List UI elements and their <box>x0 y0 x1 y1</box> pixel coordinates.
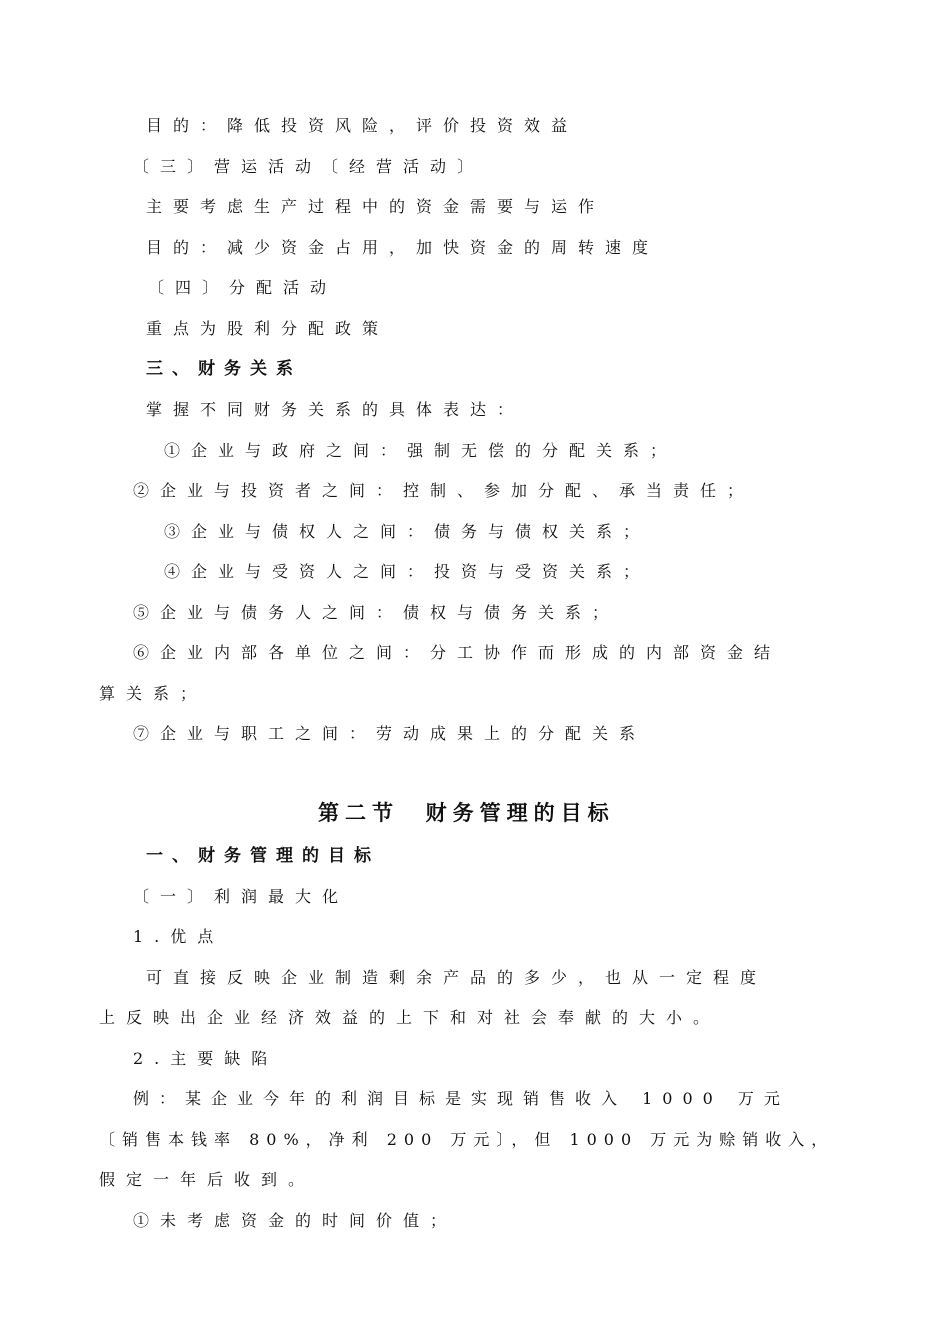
paragraph-line: 上反映出企业经济效益的上下和对社会奉献的大小。 <box>99 1008 721 1027</box>
list-item: ③企业与债权人之间：债务与债权关系； <box>164 522 651 541</box>
subsection-heading: 1.优点 <box>133 927 225 946</box>
list-item: ⑥企业内部各单位之间：分工协作而形成的内部资金结 <box>133 643 782 662</box>
list-item-continuation: 算关系； <box>99 684 208 703</box>
list-item: ①企业与政府之间：强制无偿的分配关系； <box>164 441 678 460</box>
paragraph-line: 目的：降低投资风险，评价投资效益 <box>146 116 579 135</box>
list-item: ①未考虑资金的时间价值； <box>133 1211 458 1230</box>
subsection-heading: 2.主要缺陷 <box>133 1049 279 1068</box>
paragraph-line: 例：某企业今年的利润目标是实现销售收入 1000 万元 <box>133 1089 790 1108</box>
list-item: ④企业与受资人之间：投资与受资关系； <box>164 562 651 581</box>
section-heading: 〔三〕营运活动〔经营活动〕 <box>133 157 485 176</box>
section-heading: 〔四〕分配活动 <box>148 278 338 297</box>
paragraph-line: 重点为股利分配政策 <box>146 319 390 338</box>
list-item: ⑤企业与债务人之间：债权与债务关系； <box>133 603 620 622</box>
list-item: ⑦企业与职工之间：劳动成果上的分配关系 <box>133 724 647 743</box>
paragraph-line: 主要考虑生产过程中的资金需要与运作 <box>146 197 606 216</box>
section-heading: 〔一〕利润最大化 <box>133 887 350 906</box>
paragraph-line: 可直接反映企业制造剩余产品的多少，也从一定程度 <box>146 968 768 987</box>
chapter-section-title: 第二节 财务管理的目标 <box>318 800 615 825</box>
paragraph-line: 目的：减少资金占用，加快资金的周转速度 <box>146 238 660 257</box>
paragraph-line: 假定一年后收到。 <box>99 1170 316 1189</box>
paragraph-line: 〔销售本钱率 80%，净利 200 万元〕，但 1000 万元为赊销收入， <box>99 1130 835 1149</box>
section-heading-bold: 三、财务关系 <box>146 359 302 379</box>
section-heading-bold: 一、财务管理的目标 <box>146 846 380 866</box>
list-item: ②企业与投资者之间：控制、参加分配、承当责任； <box>133 481 755 500</box>
paragraph-line: 掌握不同财务关系的具体表达： <box>146 400 525 419</box>
